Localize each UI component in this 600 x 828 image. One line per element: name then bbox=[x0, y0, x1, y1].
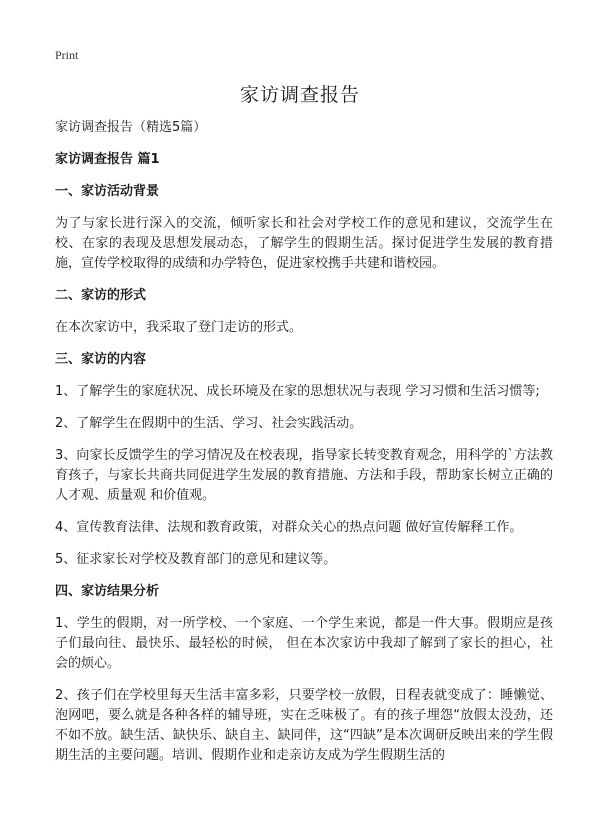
section-heading-analysis: 四、家访结果分析 bbox=[55, 584, 160, 599]
list-item: 3、向家长反馈学生的学习情况及在校表现，指导家长转变教育观念，用科学的`方法教育孩子，与家长共商共同促进学生发展的教育措施、方法和手段，帮助家长树立正确的人才观、质量观 和价值观。 bbox=[55, 448, 553, 503]
section-heading-form: 二、家访的形式 bbox=[55, 288, 147, 303]
paragraph: 为了与家长进行深入的交流，倾听家长和社会对学校工作的意见和建议，交流学生在校、在家的表现及思想发展动态，了解学生的假期生活。探讨促进学生发展的教育措施，宣传学校取得的成绩和办学特色，促进家校携手共建和谐校园。 bbox=[55, 216, 553, 271]
article-title: 家访调查报告 篇1 bbox=[55, 152, 160, 167]
list-item: 2、孩子们在学校里每天生活丰富多彩，只要学校一放假，日程表就变成了：睡懒觉、泡网吧，要么就是各种各样的辅导班，实在乏味极了。有的孩子埋怨“放假太没劲，还不如不放。缺生活、缺快乐、缺自主、缺同伴，这“四缺”是本次调研反映出来的学生假期生活的主要问题。培训、假期作业和走亲访友成为学生假期生活的 bbox=[55, 688, 553, 763]
document-subtitle: 家访调查报告（精选5篇） bbox=[55, 120, 207, 135]
page-title: 家访调查报告 bbox=[239, 84, 360, 106]
document-body bbox=[55, 118, 553, 778]
section-heading-background: 一、家访活动背景 bbox=[55, 184, 160, 199]
list-item: 2、了解学生在假期中的生活、学习、社会实践活动。 bbox=[55, 416, 363, 431]
list-item: 4、宣传教育法律、法规和教育政策，对群众关心的热点问题 做好宣传解释工作。 bbox=[55, 520, 523, 535]
list-item: 1、了解学生的家庭状况、成长环境及在家的思想状况与表现 学习习惯和生活习惯等; bbox=[55, 384, 540, 399]
list-item: 5、征求家长对学校及教育部门的意见和建议等。 bbox=[55, 552, 337, 567]
print-link[interactable]: Print bbox=[55, 48, 79, 62]
list-item: 1、学生的假期，对一所学校、一个家庭、一个学生来说，都是一件大事。假期应是孩子们最向往、最快乐、最轻松的时候， 但在本次家访中我却了解到了家长的担心，社会的烦心。 bbox=[55, 616, 553, 671]
section-heading-content: 三、家访的内容 bbox=[55, 352, 147, 367]
paragraph: 在本次家访中，我采取了登门走访的形式。 bbox=[55, 320, 303, 335]
